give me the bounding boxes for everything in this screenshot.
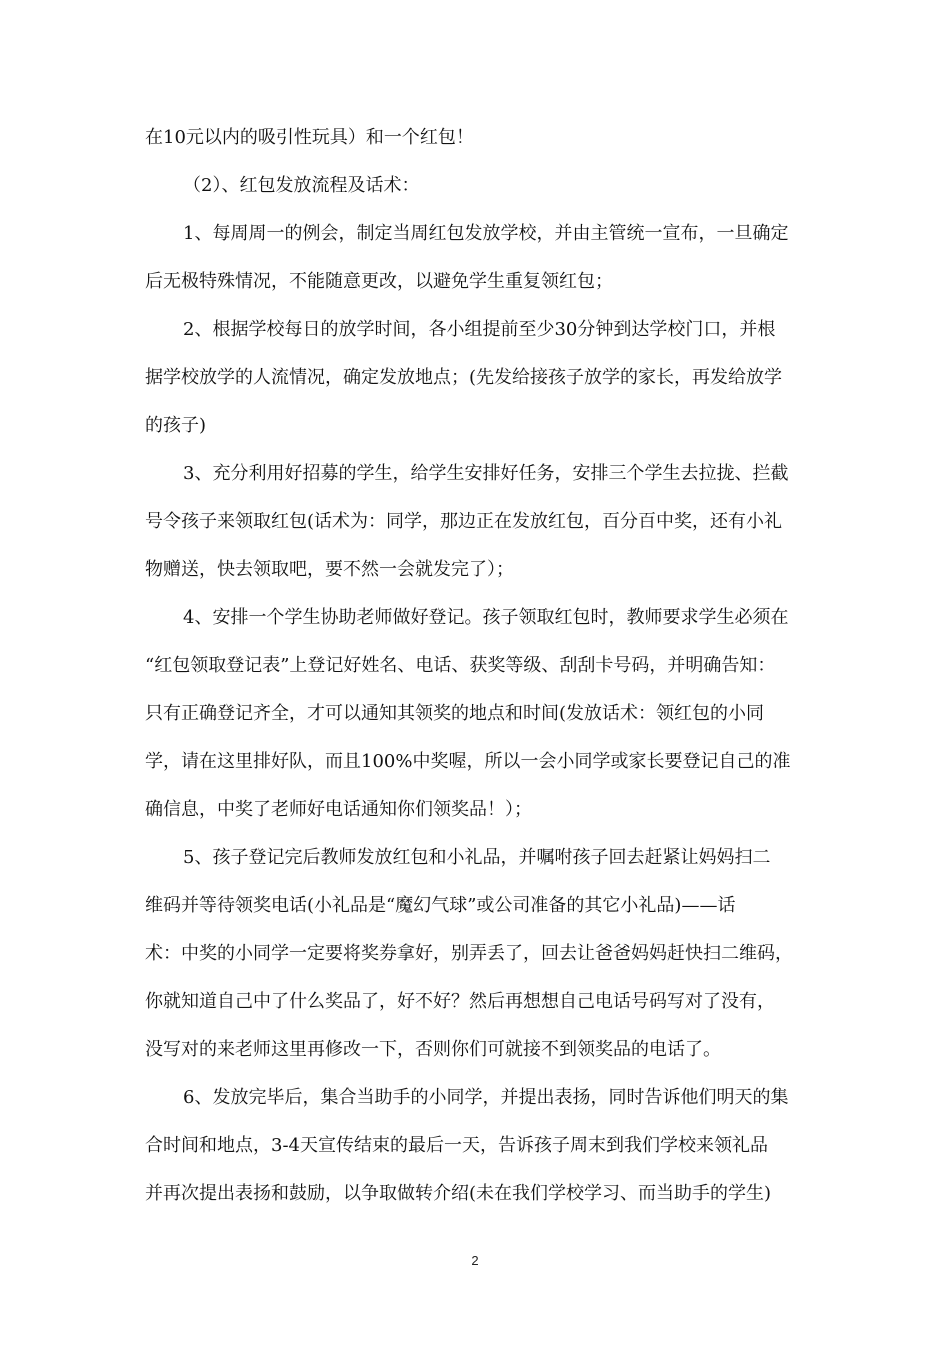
text-line: 1、每周周一的例会，制定当周红包发放学校，并由主管统一宣布，一旦确定 [183,223,789,244]
text-line: 你就知道自己中了什么奖品了，好不好？然后再想想自己电话号码写对了没有， [145,991,775,1012]
text-line: 维码并等待领奖电话(小礼品是“魔幻气球”或公司准备的其它小礼品)——话 [145,895,736,916]
text-line: 并再次提出表扬和鼓励，以争取做转介绍(未在我们学校学习、而当助手的学生) [145,1183,772,1204]
text-line: 只有正确登记齐全，才可以通知其领奖的地点和时间(发放话术：领红包的小同 [145,703,765,724]
text-line: 没写对的来老师这里再修改一下，否则你们可就接不到领奖品的电话了。 [145,1039,721,1060]
text-line: “红包领取登记表”上登记好姓名、电话、获奖等级、刮刮卡号码，并明确告知： [145,655,776,676]
page-number: 2 [471,1253,479,1268]
text-line: 术：中奖的小同学一定要将奖券拿好，别弄丢了，回去让爸爸妈妈赶快扫二维码， [145,943,793,964]
text-line: 5、孩子登记完后教师发放红包和小礼品，并嘱咐孩子回去赶紧让妈妈扫二 [183,847,771,868]
text-line: 6、发放完毕后，集合当助手的小同学，并提出表扬，同时告诉他们明天的集 [183,1087,789,1108]
text-line: 物赠送，快去领取吧，要不然一会就发完了）； [145,559,514,580]
text-line: 后无极特殊情况，不能随意更改，以避免学生重复领红包； [145,271,613,292]
text-line: 在10元以内的吸引性玩具）和一个红包！ [145,127,474,148]
text-line: 3、充分利用好招募的学生，给学生安排好任务，安排三个学生去拉拢、拦截 [183,463,789,484]
text-line: 学，请在这里排好队，而且100%中奖喔，所以一会小同学或家长要登记自己的准 [145,751,791,772]
text-line: 的孩子) [145,415,207,436]
text-line: 据学校放学的人流情况，确定发放地点；(先发给接孩子放学的家长，再发给放学 [145,367,783,388]
text-line: 2、根据学校每日的放学时间，各小组提前至少30分钟到达学校门口，并根 [183,319,776,340]
text-line: 合时间和地点，3-4天宣传结束的最后一天，告诉孩子周末到我们学校来领礼品 [145,1135,768,1156]
text-line: 号令孩子来领取红包(话术为：同学，那边正在发放红包，百分百中奖，还有小礼 [145,511,783,532]
text-line: 4、安排一个学生协助老师做好登记。孩子领取红包时，教师要求学生必须在 [183,607,789,628]
text-line: 确信息，中奖了老师好电话通知你们领奖品！）； [145,799,532,820]
section-heading: （2）、红包发放流程及话术： [183,175,420,196]
